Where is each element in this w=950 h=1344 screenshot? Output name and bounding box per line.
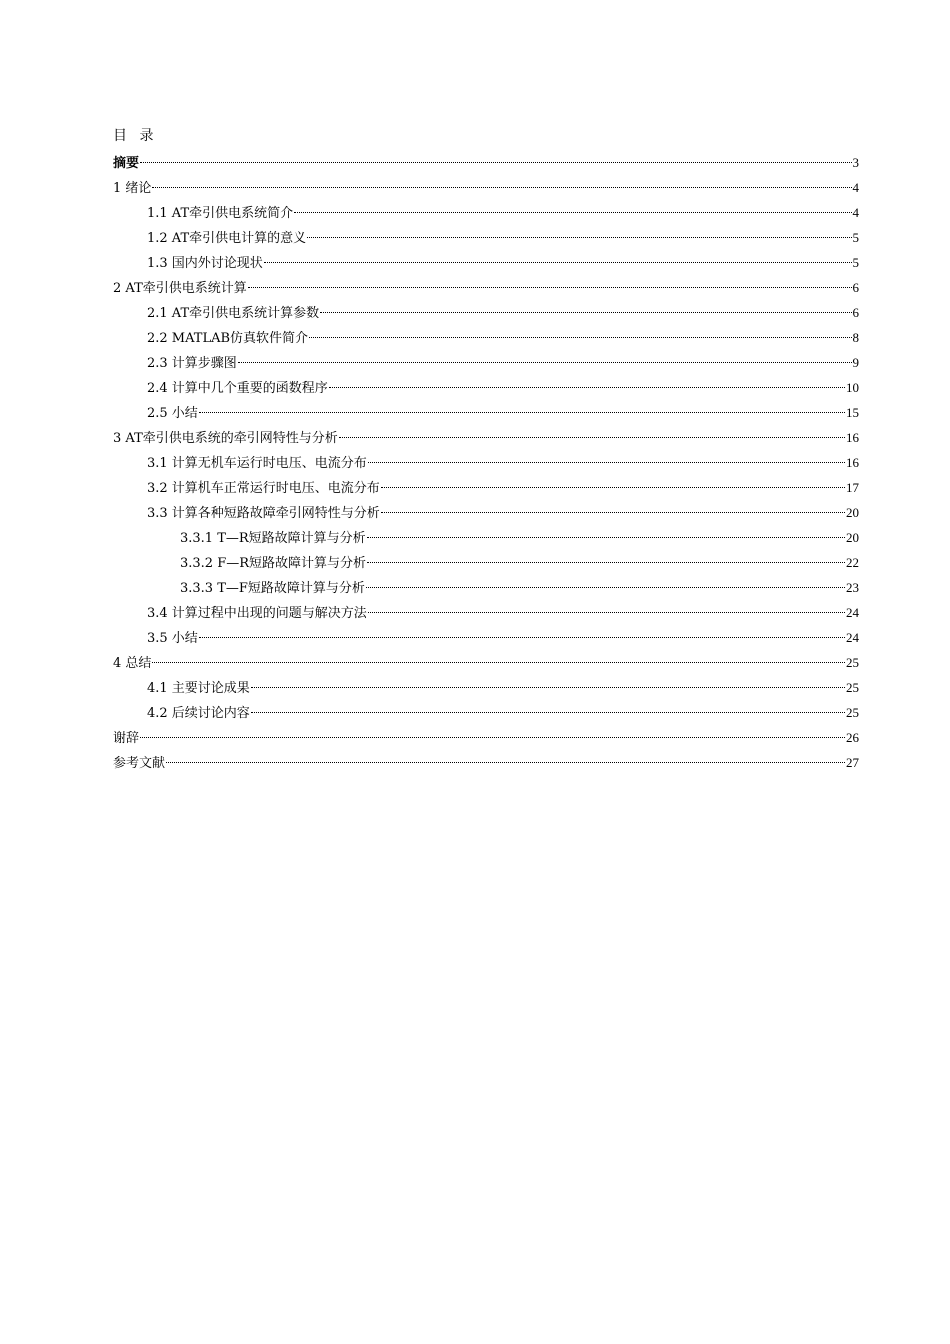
toc-entry-page: 17	[846, 480, 859, 495]
toc-entry-text: 2.1 AT牵引供电系统计算参数	[147, 306, 320, 321]
toc-entry-page: 27	[846, 755, 859, 770]
dot-leader	[294, 212, 851, 213]
toc-entry-text: 3.3.3 T—F短路故障计算与分析	[180, 581, 365, 596]
dot-leader	[320, 312, 851, 313]
toc-entry-text: 3.3.2 F—R短路故障计算与分析	[180, 556, 367, 571]
toc-entry[interactable]	[113, 400, 859, 425]
toc-entry-page: 15	[846, 405, 859, 420]
toc-entry[interactable]	[113, 250, 859, 275]
dot-leader	[381, 512, 845, 513]
toc-entry-text: 3.3.1 T—R短路故障计算与分析	[180, 531, 366, 546]
toc-entry-page: 5	[852, 230, 859, 245]
toc-entry[interactable]	[113, 425, 859, 450]
toc-entry[interactable]	[113, 450, 859, 475]
toc-entry[interactable]	[113, 550, 859, 575]
toc-entry[interactable]	[113, 175, 859, 200]
dot-leader	[238, 362, 852, 363]
toc-entry[interactable]	[113, 350, 859, 375]
toc-entry-text: 参考文献	[113, 756, 166, 771]
toc-entry[interactable]	[113, 275, 859, 300]
toc-entry[interactable]	[113, 325, 859, 350]
toc-entry-text: 3.2 计算机车正常运行时电压、电流分布	[147, 481, 380, 496]
toc-entry-text: 3 AT牵引供电系统的牵引网特性与分析	[113, 431, 338, 446]
toc-entry-page: 25	[846, 680, 859, 695]
toc-entry-text: 2.4 计算中几个重要的函数程序	[147, 381, 328, 396]
dot-leader	[248, 287, 852, 288]
toc-entry-text: 1 绪论	[113, 181, 152, 196]
toc-entry-text: 2 AT牵引供电系统计算	[113, 281, 247, 296]
toc-entry-page: 20	[846, 505, 859, 520]
toc-entry-text: 3.4 计算过程中出现的问题与解决方法	[147, 606, 367, 621]
dot-leader	[367, 537, 845, 538]
toc-entry-text: 1.1 AT牵引供电系统简介	[147, 206, 294, 221]
toc-entry-text: 摘要	[113, 156, 140, 171]
toc-entry-page: 6	[852, 280, 859, 295]
toc-entry-page: 25	[846, 655, 859, 670]
toc-entry-text: 4 总结	[113, 656, 152, 671]
dot-leader	[366, 587, 845, 588]
dot-leader	[339, 437, 845, 438]
dot-leader	[367, 562, 845, 563]
toc-entry[interactable]	[113, 600, 859, 625]
dot-leader	[140, 737, 845, 738]
toc-entry[interactable]	[113, 675, 859, 700]
toc-entry-page: 20	[846, 530, 859, 545]
toc-entry-page: 5	[852, 255, 859, 270]
dot-leader	[368, 462, 845, 463]
toc-entry-page: 4	[852, 205, 859, 220]
toc-entry-page: 4	[852, 180, 859, 195]
toc-entry[interactable]	[113, 300, 859, 325]
dot-leader	[251, 712, 845, 713]
toc-entry-page: 6	[852, 305, 859, 320]
toc-entry-text: 谢辞	[113, 731, 140, 746]
toc-entry-text: 4.1 主要讨论成果	[147, 681, 250, 696]
dot-leader	[140, 162, 851, 163]
toc-entry[interactable]	[113, 525, 859, 550]
toc-entry-text: 2.2 MATLAB仿真软件简介	[147, 331, 309, 346]
toc-entry-text: 1.3 国内外讨论现状	[147, 256, 263, 271]
toc-entry-page: 10	[846, 380, 859, 395]
dot-leader	[368, 612, 845, 613]
dot-leader	[199, 637, 845, 638]
toc-entry-text: 2.5 小结	[147, 406, 198, 421]
dot-leader	[152, 187, 851, 188]
toc-entry-page: 3	[852, 155, 859, 170]
toc-entry-text: 3.3 计算各种短路故障牵引网特性与分析	[147, 506, 380, 521]
dot-leader	[199, 412, 845, 413]
toc-entry-page: 16	[846, 430, 859, 445]
toc-entry[interactable]	[113, 575, 859, 600]
toc-entry-text: 3.1 计算无机车运行时电压、电流分布	[147, 456, 367, 471]
toc-entry-page: 9	[852, 355, 859, 370]
toc-entry[interactable]	[113, 750, 859, 775]
toc-entry-page: 25	[846, 705, 859, 720]
toc-entry[interactable]	[113, 200, 859, 225]
toc-entry[interactable]	[113, 150, 859, 175]
toc-entry-text: 2.3 计算步骤图	[147, 356, 237, 371]
toc-entry[interactable]	[113, 625, 859, 650]
dot-leader	[381, 487, 845, 488]
dot-leader	[264, 262, 852, 263]
toc-entry[interactable]	[113, 650, 859, 675]
toc-entry[interactable]	[113, 725, 859, 750]
dot-leader	[166, 762, 845, 763]
toc-entry-page: 24	[846, 630, 859, 645]
toc-list	[113, 150, 859, 775]
toc-entry[interactable]	[113, 500, 859, 525]
toc-entry-page: 24	[846, 605, 859, 620]
dot-leader	[152, 662, 845, 663]
toc-entry-page: 22	[846, 555, 859, 570]
dot-leader	[307, 237, 851, 238]
toc-entry-page: 23	[846, 580, 859, 595]
toc-entry-page: 16	[846, 455, 859, 470]
toc-entry-page: 8	[852, 330, 859, 345]
toc-title: 目 录	[113, 128, 158, 144]
toc-entry-text: 4.2 后续讨论内容	[147, 706, 250, 721]
dot-leader	[329, 387, 845, 388]
toc-entry-page: 26	[846, 730, 859, 745]
toc-entry[interactable]	[113, 700, 859, 725]
toc-entry[interactable]	[113, 375, 859, 400]
toc-entry-text: 1.2 AT牵引供电计算的意义	[147, 231, 307, 246]
toc-entry[interactable]	[113, 475, 859, 500]
dot-leader	[251, 687, 845, 688]
dot-leader	[309, 337, 851, 338]
toc-entry[interactable]	[113, 225, 859, 250]
toc-entry-text: 3.5 小结	[147, 631, 198, 646]
